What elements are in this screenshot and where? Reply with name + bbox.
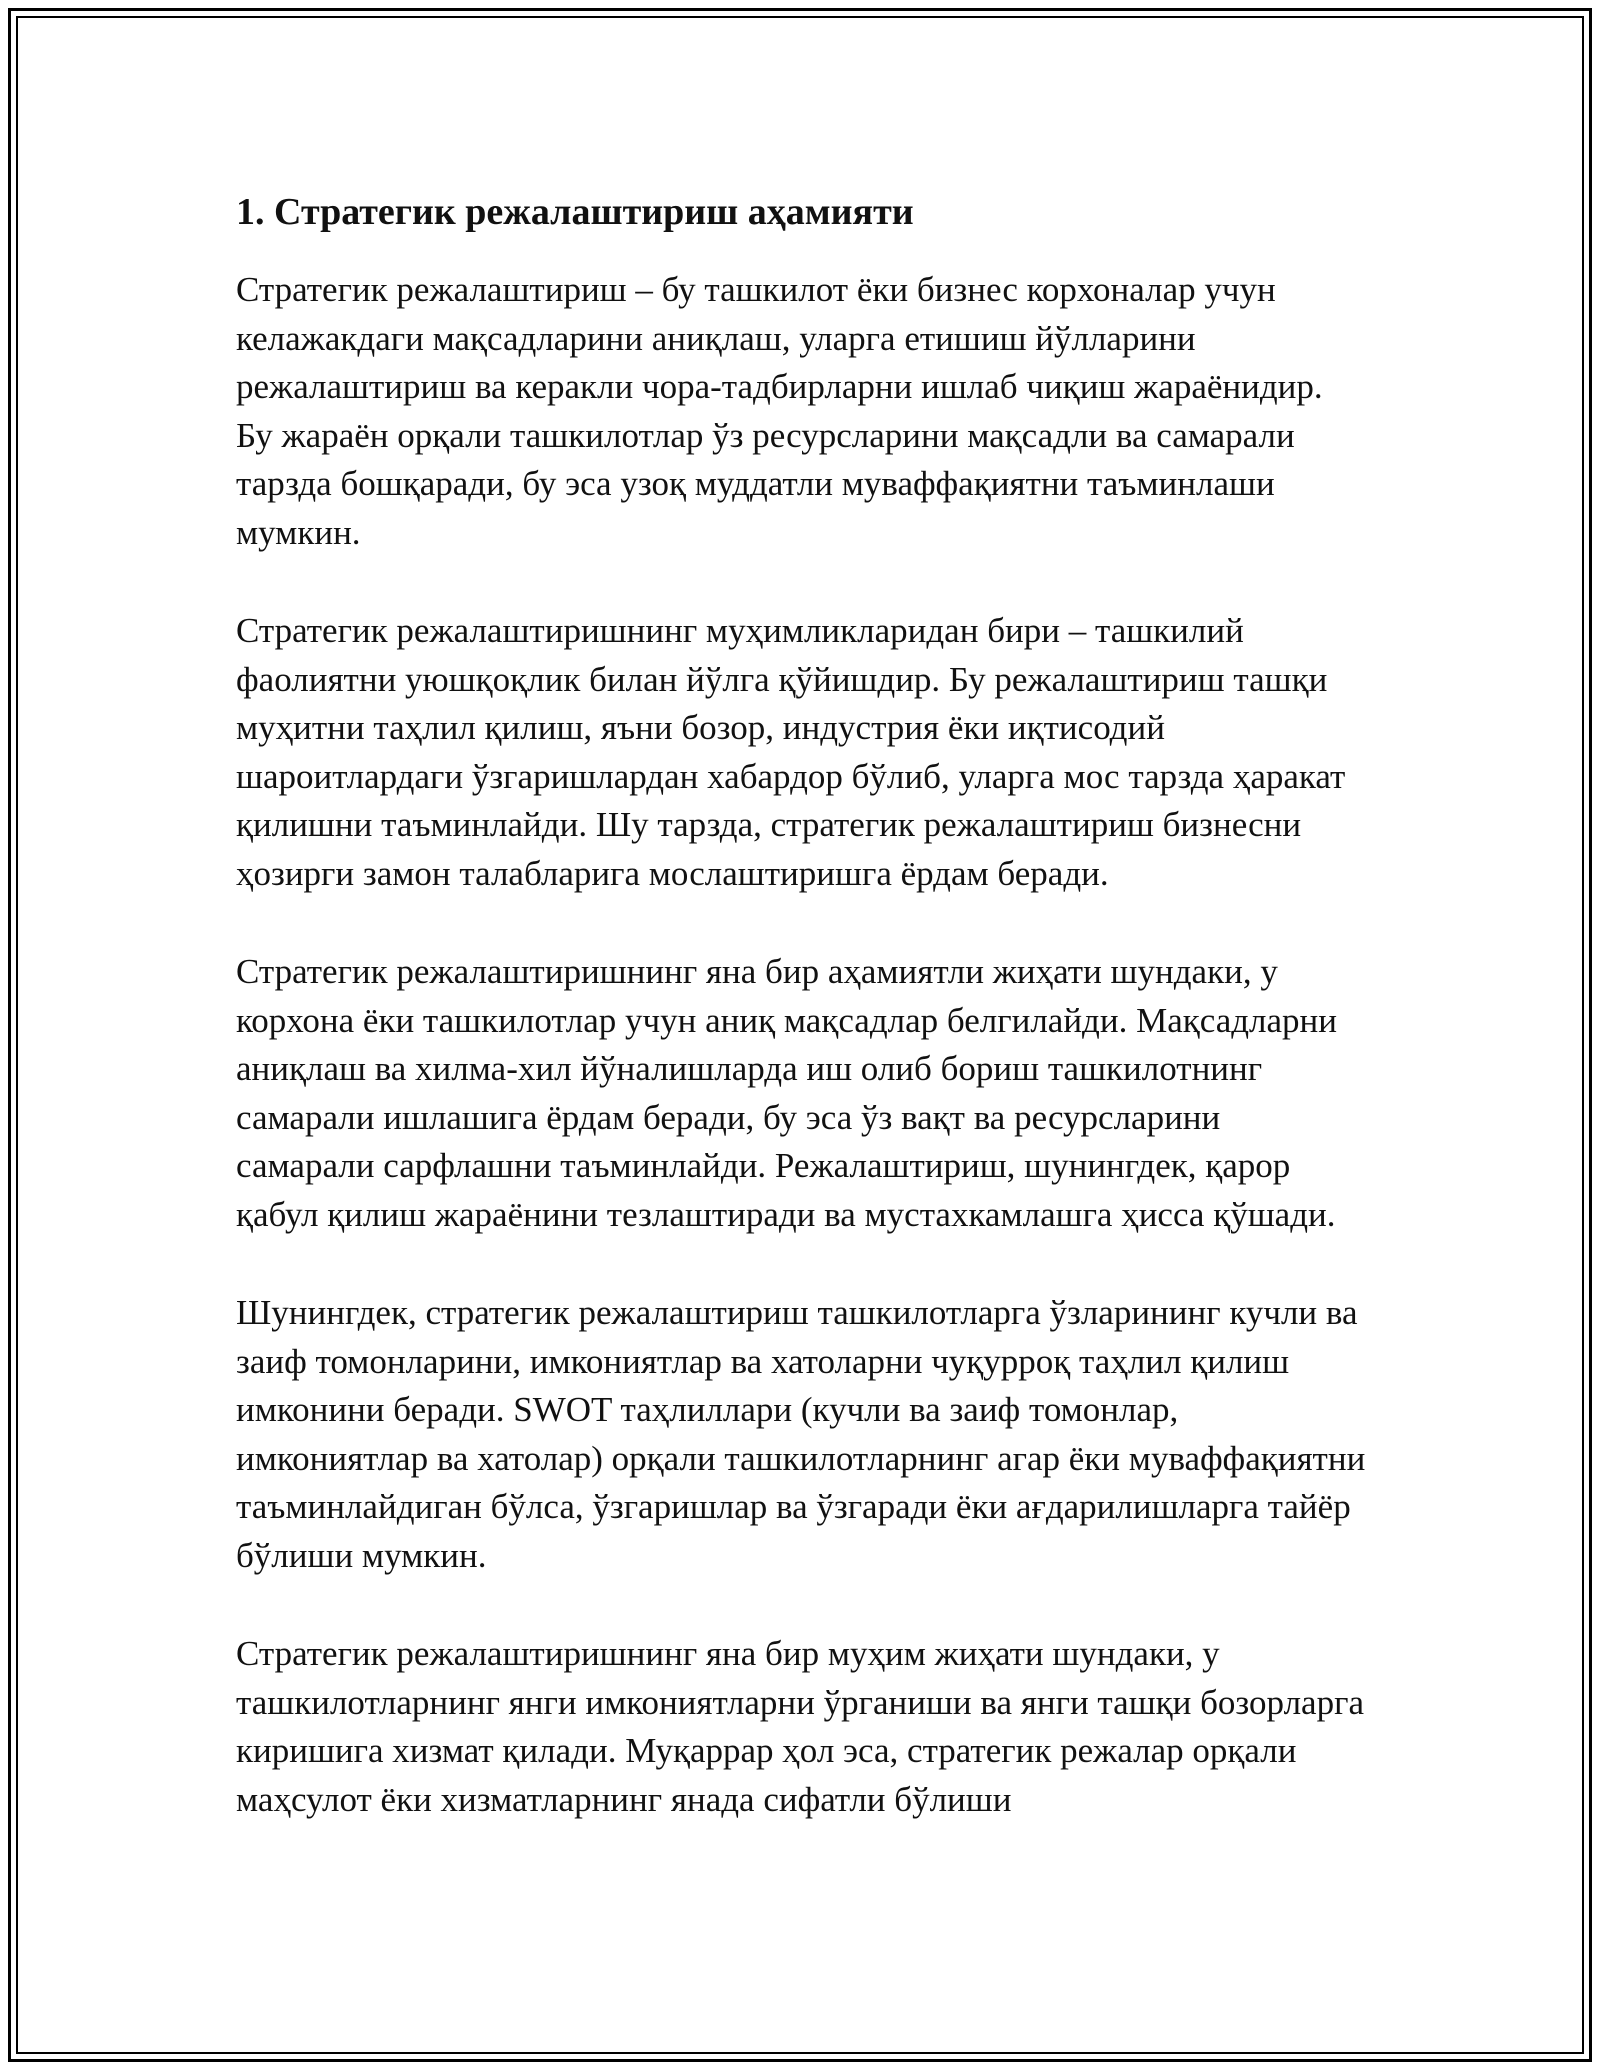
paragraph-2: Стратегик режалаштиришнинг муҳимликларидан бири – ташкилий фаолиятни уюшқоқлик билан йўлга қўйишдир. Бу режалаштириш ташқи муҳитни таҳлил қилиш, яъни бозор, индустрия ёки иқтисодий шароитлардаги ўзгаришлардан хабардор бўлиб, уларга мос тарзда ҳаракат қилишни таъминлайди. Шу тарзда, стратегик режалаштириш бизнесни ҳозирги замон талабларига мослаштиришга ёрдам беради. bbox=[236, 611, 1346, 893]
document-body bbox=[236, 186, 1366, 1874]
paragraph-1: Стратегик режалаштириш – бу ташкилот ёки бизнес корхоналар учун келажакдаги мақсадларини аниқлаш, уларга етишиш йўлларини режалаштириш ва керакли чора-тадбирларни ишлаб чиқиш жараёнидир. Бу жараён орқали ташкилотлар ўз ресурсларини мақсадли ва самарали тарзда бошқаради, бу эса узоқ муддатли муваффақиятни таъминлаши мумкин. bbox=[236, 270, 1323, 552]
paragraph-4: Шунингдек, стратегик режалаштириш ташкилотларга ўзларининг кучли ва заиф томонларини, имкониятлар ва хатоларни чуқурроқ таҳлил қилиш имконини беради. SWOT таҳлиллари (кучли ва заиф томонлар, имкониятлар ва хатолар) орқали ташкилотларнинг агар ёки муваффақиятни таъминлайдиган бўлса, ўзгаришлар ва ўзгаради ёки ағдарилишларга тайёр бўлиши мумкин. bbox=[236, 1293, 1366, 1575]
section-heading: 1. Стратегик режалаштириш аҳамияти bbox=[236, 191, 914, 233]
paragraph-5: Стратегик режалаштиришнинг яна бир муҳим жиҳати шундаки, у ташкилотларнинг янги имкониятларни ўрганиши ва янги ташқи бозорларга киришига хизмат қилади. Муқаррар ҳол эса, стратегик режалар орқали маҳсулот ёки хизматларнинг янада сифатли бўлиши bbox=[236, 1634, 1364, 1819]
paragraph-3: Стратегик режалаштиришнинг яна бир аҳамиятли жиҳати шундаки, у корхона ёки ташкилотлар учун аниқ мақсадлар белгилайди. Мақсадларни аниқлаш ва хилма-хил йўналишларда иш олиб бориш ташкилотнинг самарали ишлашига ёрдам беради, бу эса ўз вақт ва ресурсларини самарали сарфлашни таъминлайди. Режалаштириш, шунингдек, қарор қабул қилиш жараёнини тезлаштиради ва мустахкамлашга ҳисса қўшади. bbox=[236, 952, 1338, 1234]
